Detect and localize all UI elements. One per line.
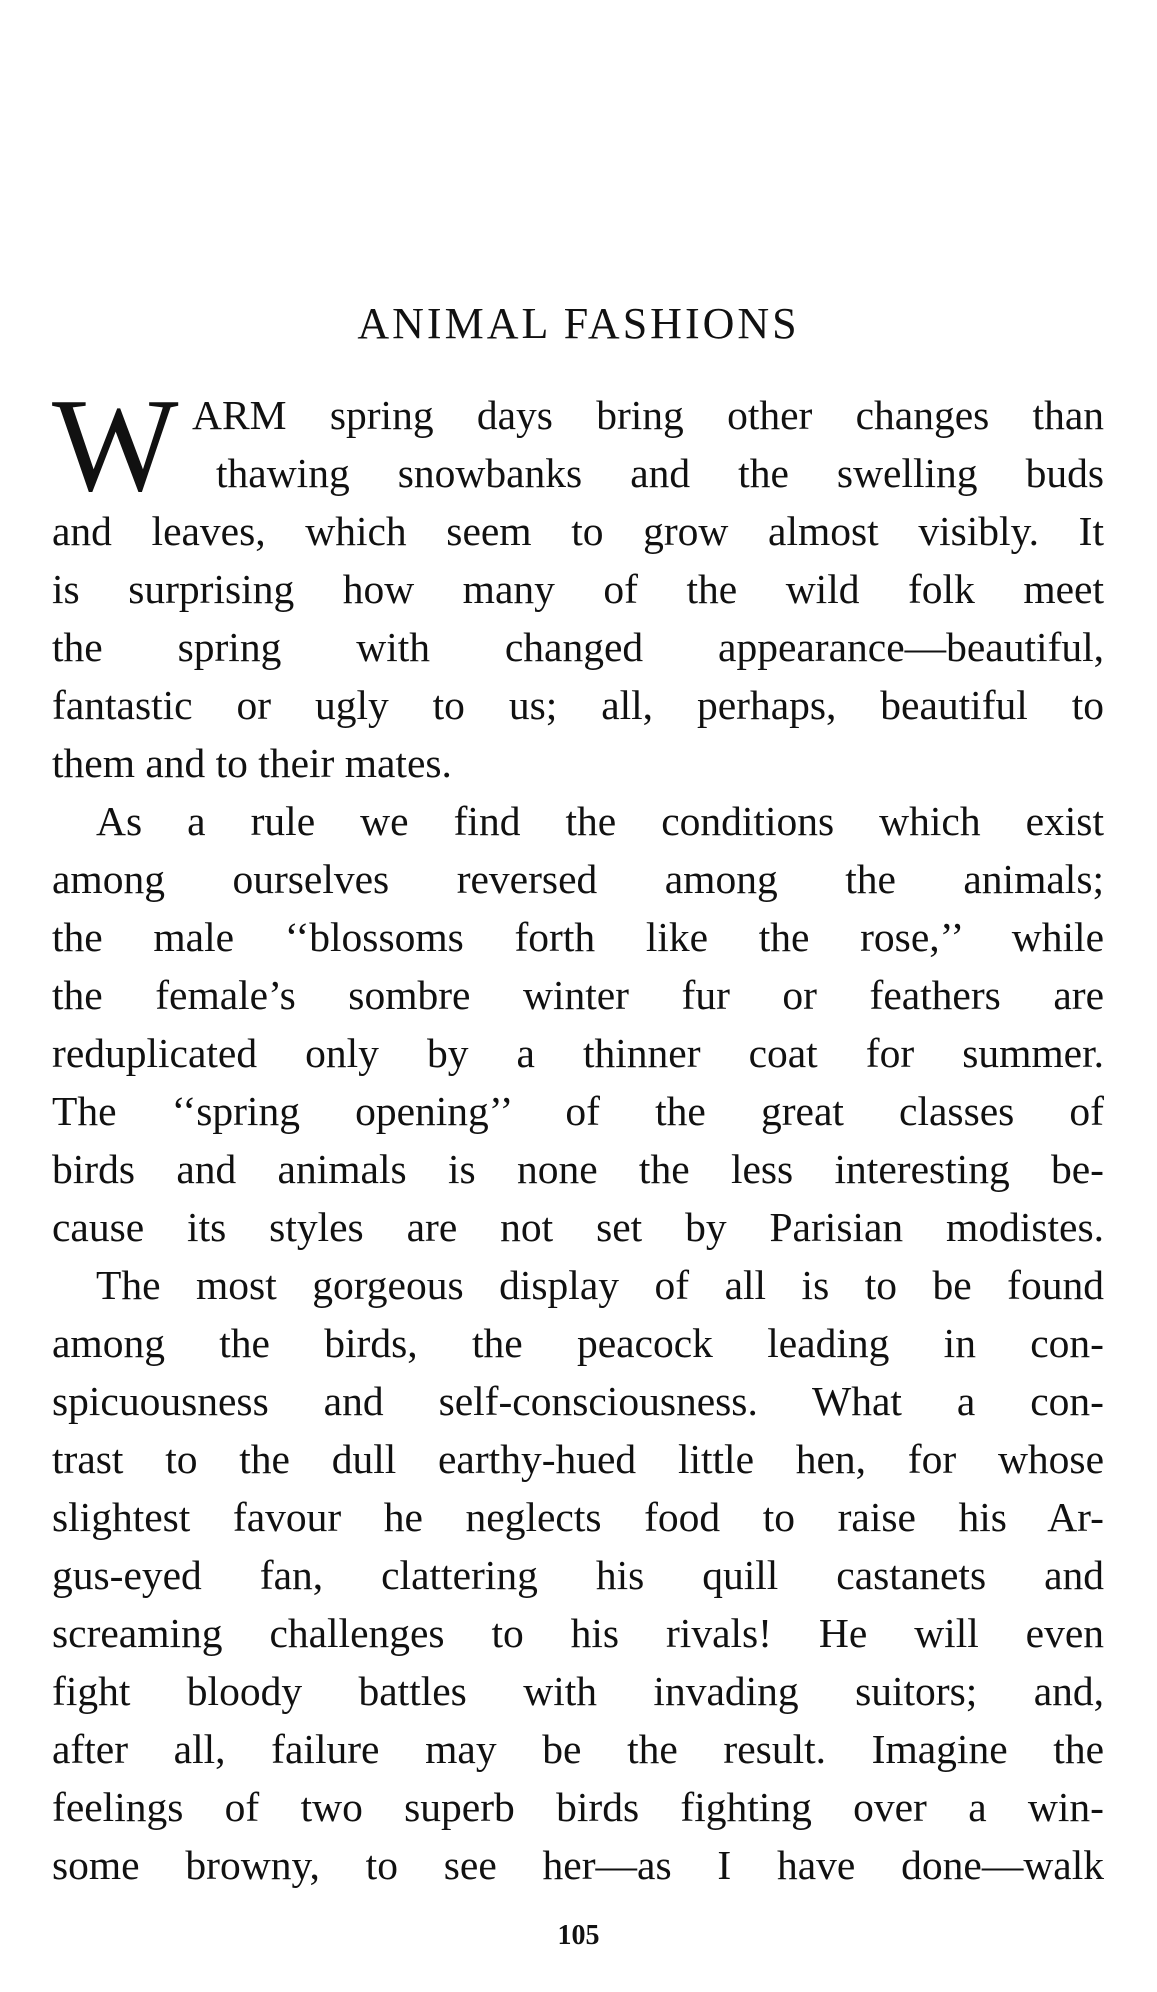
text-line: The most gorgeous display of all is to be found	[96, 1262, 1104, 1308]
text-line: fantastic or ugly to us; all, perhaps, beautiful to	[52, 682, 1104, 728]
page-number: 105	[557, 1920, 600, 1951]
text-line: the spring with changed appearance—beautiful,	[52, 624, 1104, 670]
text-line: after all, failure may be the result. Imagine the	[52, 1726, 1104, 1772]
text-line: spicuousness and self-consciousness. What a con-	[52, 1378, 1104, 1424]
text-line: ARM spring days bring other changes than	[192, 392, 1104, 438]
text-line: thawing snowbanks and the swelling buds	[216, 450, 1104, 496]
drop-cap: W	[52, 371, 179, 519]
paragraph-2	[52, 792, 1104, 1256]
text-line: fight bloody battles with invading suitors; and,	[52, 1668, 1104, 1714]
chapter-title: ANIMAL FASHIONS	[357, 299, 800, 348]
text-line: them and to their mates.	[52, 740, 452, 786]
text-line: feelings of two superb birds fighting over a win-	[52, 1784, 1104, 1830]
text-line: some browny, to see her—as I have done—walk	[52, 1842, 1104, 1888]
text-line: birds and animals is none the less interesting be-	[52, 1146, 1104, 1192]
text-line: The ‘‘spring opening’’ of the great classes of	[52, 1088, 1104, 1134]
text-line: trast to the dull earthy-hued little hen, for whose	[52, 1436, 1104, 1482]
text-line: As a rule we find the conditions which exist	[96, 798, 1104, 844]
text-line: gus-eyed fan, clattering his quill castanets and	[52, 1552, 1104, 1598]
body-text	[52, 371, 1104, 1894]
text-line: reduplicated only by a thinner coat for summer.	[52, 1030, 1104, 1076]
text-line: cause its styles are not set by Parisian modistes.	[52, 1204, 1104, 1250]
text-line: slightest favour he neglects food to raise his Ar-	[52, 1494, 1104, 1540]
paragraph-3	[52, 1256, 1104, 1894]
text-line: among ourselves reversed among the animals;	[52, 856, 1104, 902]
text-line: the female’s sombre winter fur or feathers are	[52, 972, 1104, 1018]
text-line: the male ‘‘blossoms forth like the rose,’’ while	[52, 914, 1104, 960]
text-line: is surprising how many of the wild folk meet	[52, 566, 1104, 612]
text-line: and leaves, which seem to grow almost visibly. It	[52, 508, 1104, 554]
text-line: among the birds, the peacock leading in con-	[52, 1320, 1104, 1366]
text-line: screaming challenges to his rivals! He will even	[52, 1610, 1104, 1656]
paragraph-1	[52, 371, 1104, 792]
